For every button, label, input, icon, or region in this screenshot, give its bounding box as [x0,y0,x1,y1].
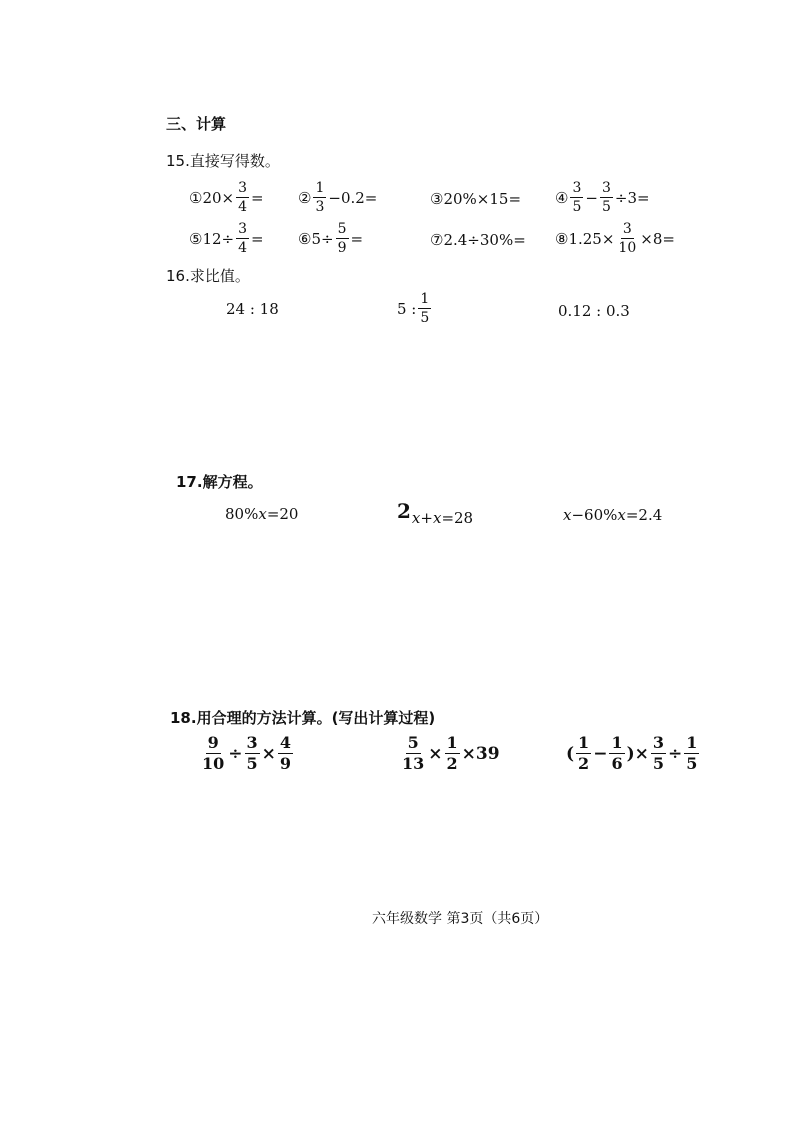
expr-text: ÷3= [614,188,650,207]
expr-text: 1.25× [568,229,615,248]
fraction [600,181,613,214]
numerator: 3 [238,221,248,237]
numerator: 3 [652,733,665,752]
expr-text: 5÷ [311,229,334,248]
operator: ÷ [668,743,683,764]
variable: x [411,509,421,527]
q17-item-3 [563,506,662,524]
item-number: ⑥ [298,229,312,248]
fraction [236,181,249,214]
fraction [609,735,624,772]
denominator: 5 [652,754,665,773]
fraction [313,181,326,214]
expr-text: 20× [202,188,235,207]
fraction [570,181,583,214]
q15-item-8 [555,222,675,255]
numerator: 3 [246,733,258,752]
question-15-title: 15.直接写得数。 [166,152,280,170]
denominator: 5 [601,199,611,215]
expr-text: 12÷ [202,229,235,248]
numerator: 1 [446,733,458,752]
expr-text: 80% [225,505,259,523]
q15-item-3 [430,190,521,208]
bracket: ( [566,743,575,764]
expr-text: 20%×15= [443,190,522,208]
expr-text: −60% [571,506,618,524]
denominator: 5 [246,754,258,773]
fraction [236,222,249,255]
expr-text: ×39 [461,743,500,764]
operator: ÷ [228,743,243,764]
expr-text: =28 [441,509,474,527]
variable: x [258,505,267,523]
denominator: 4 [238,199,248,215]
question-18-title: 18.用合理的方法计算。(写出计算过程) [170,709,436,727]
fraction [400,735,426,772]
variable: x [563,506,572,524]
numerator: 1 [315,180,325,196]
bracket: ) [626,743,635,764]
denominator: 2 [446,754,458,773]
numerator: 4 [279,733,292,752]
operator: × [428,743,443,764]
page-footer: 六年级数学 第3页（共6页） [372,911,549,927]
q16-item-2 [397,292,433,325]
expr-text: −0.2= [328,188,378,207]
expr-text: 2.4÷30%= [443,231,526,249]
expr-text: = [350,229,364,248]
expr-text: − [585,188,598,207]
expr-text: = [251,229,264,248]
numerator: 3 [238,180,248,196]
fraction [684,735,699,772]
denominator: 2 [578,754,590,773]
fraction [397,501,411,521]
q15-item-2 [298,181,377,214]
variable: x [432,509,442,527]
fraction [616,222,638,255]
numerator: 3 [601,180,611,196]
denominator: 10 [618,240,637,256]
item-number: ④ [555,188,569,207]
denominator: 5 [420,310,430,326]
numerator: 1 [686,733,698,752]
expr-text: ×8= [640,229,675,248]
q15-item-7 [430,231,526,249]
item-number: ③ [430,190,444,208]
denominator: 9 [279,754,292,773]
fraction [651,735,666,772]
denominator: 6 [611,754,623,773]
q15-item-6 [298,222,363,255]
fraction [576,735,591,772]
expr-text: =2.4 [625,506,663,524]
numerator: 3 [572,180,582,196]
expr-text: =20 [266,505,299,523]
fraction [200,735,226,772]
numerator: 2 [397,499,411,523]
q18-item-3 [566,735,701,772]
fraction [278,735,293,772]
item-number: ⑧ [555,229,569,248]
fraction [336,222,349,255]
numerator: 1 [578,733,590,752]
denominator: 5 [572,199,582,215]
denominator: 3 [315,199,325,215]
q16-item-3 [558,302,630,320]
item-number: ① [189,188,203,207]
expr-text: 5 : [397,299,417,318]
expr-text: 24 : 18 [226,300,279,318]
numerator: 5 [407,733,419,752]
item-number: ⑦ [430,231,444,249]
operator: − [593,743,608,764]
numerator: 1 [420,291,430,307]
expr-text: = [251,188,264,207]
section-title: 三、计算 [166,115,227,133]
q17-item-1 [225,505,298,523]
fraction [245,735,260,772]
variable: x [617,506,626,524]
fraction [445,735,460,772]
q15-item-4 [555,181,650,214]
q17-item-2 [397,495,473,527]
question-16-title: 16.求比值。 [166,267,250,285]
denominator: 13 [402,754,425,773]
q16-item-1 [226,300,279,318]
q18-item-1 [198,735,295,772]
item-number: ② [298,188,312,207]
expr-text: 0.12 : 0.3 [558,302,630,320]
q15-item-1 [189,181,264,214]
numerator: 9 [207,733,219,752]
denominator: 10 [202,754,225,773]
item-number: ⑤ [189,229,203,248]
fraction [418,292,431,325]
numerator: 1 [611,733,623,752]
expr-text: + [420,509,433,527]
q18-item-2 [398,735,500,772]
question-17-title: 17.解方程。 [176,473,263,491]
numerator: 3 [622,221,632,237]
denominator: 4 [238,240,248,256]
q15-item-5 [189,222,264,255]
numerator: 5 [337,221,347,237]
operator: × [261,743,276,764]
denominator: 5 [686,754,698,773]
denominator: 9 [337,240,347,256]
operator: × [634,743,649,764]
